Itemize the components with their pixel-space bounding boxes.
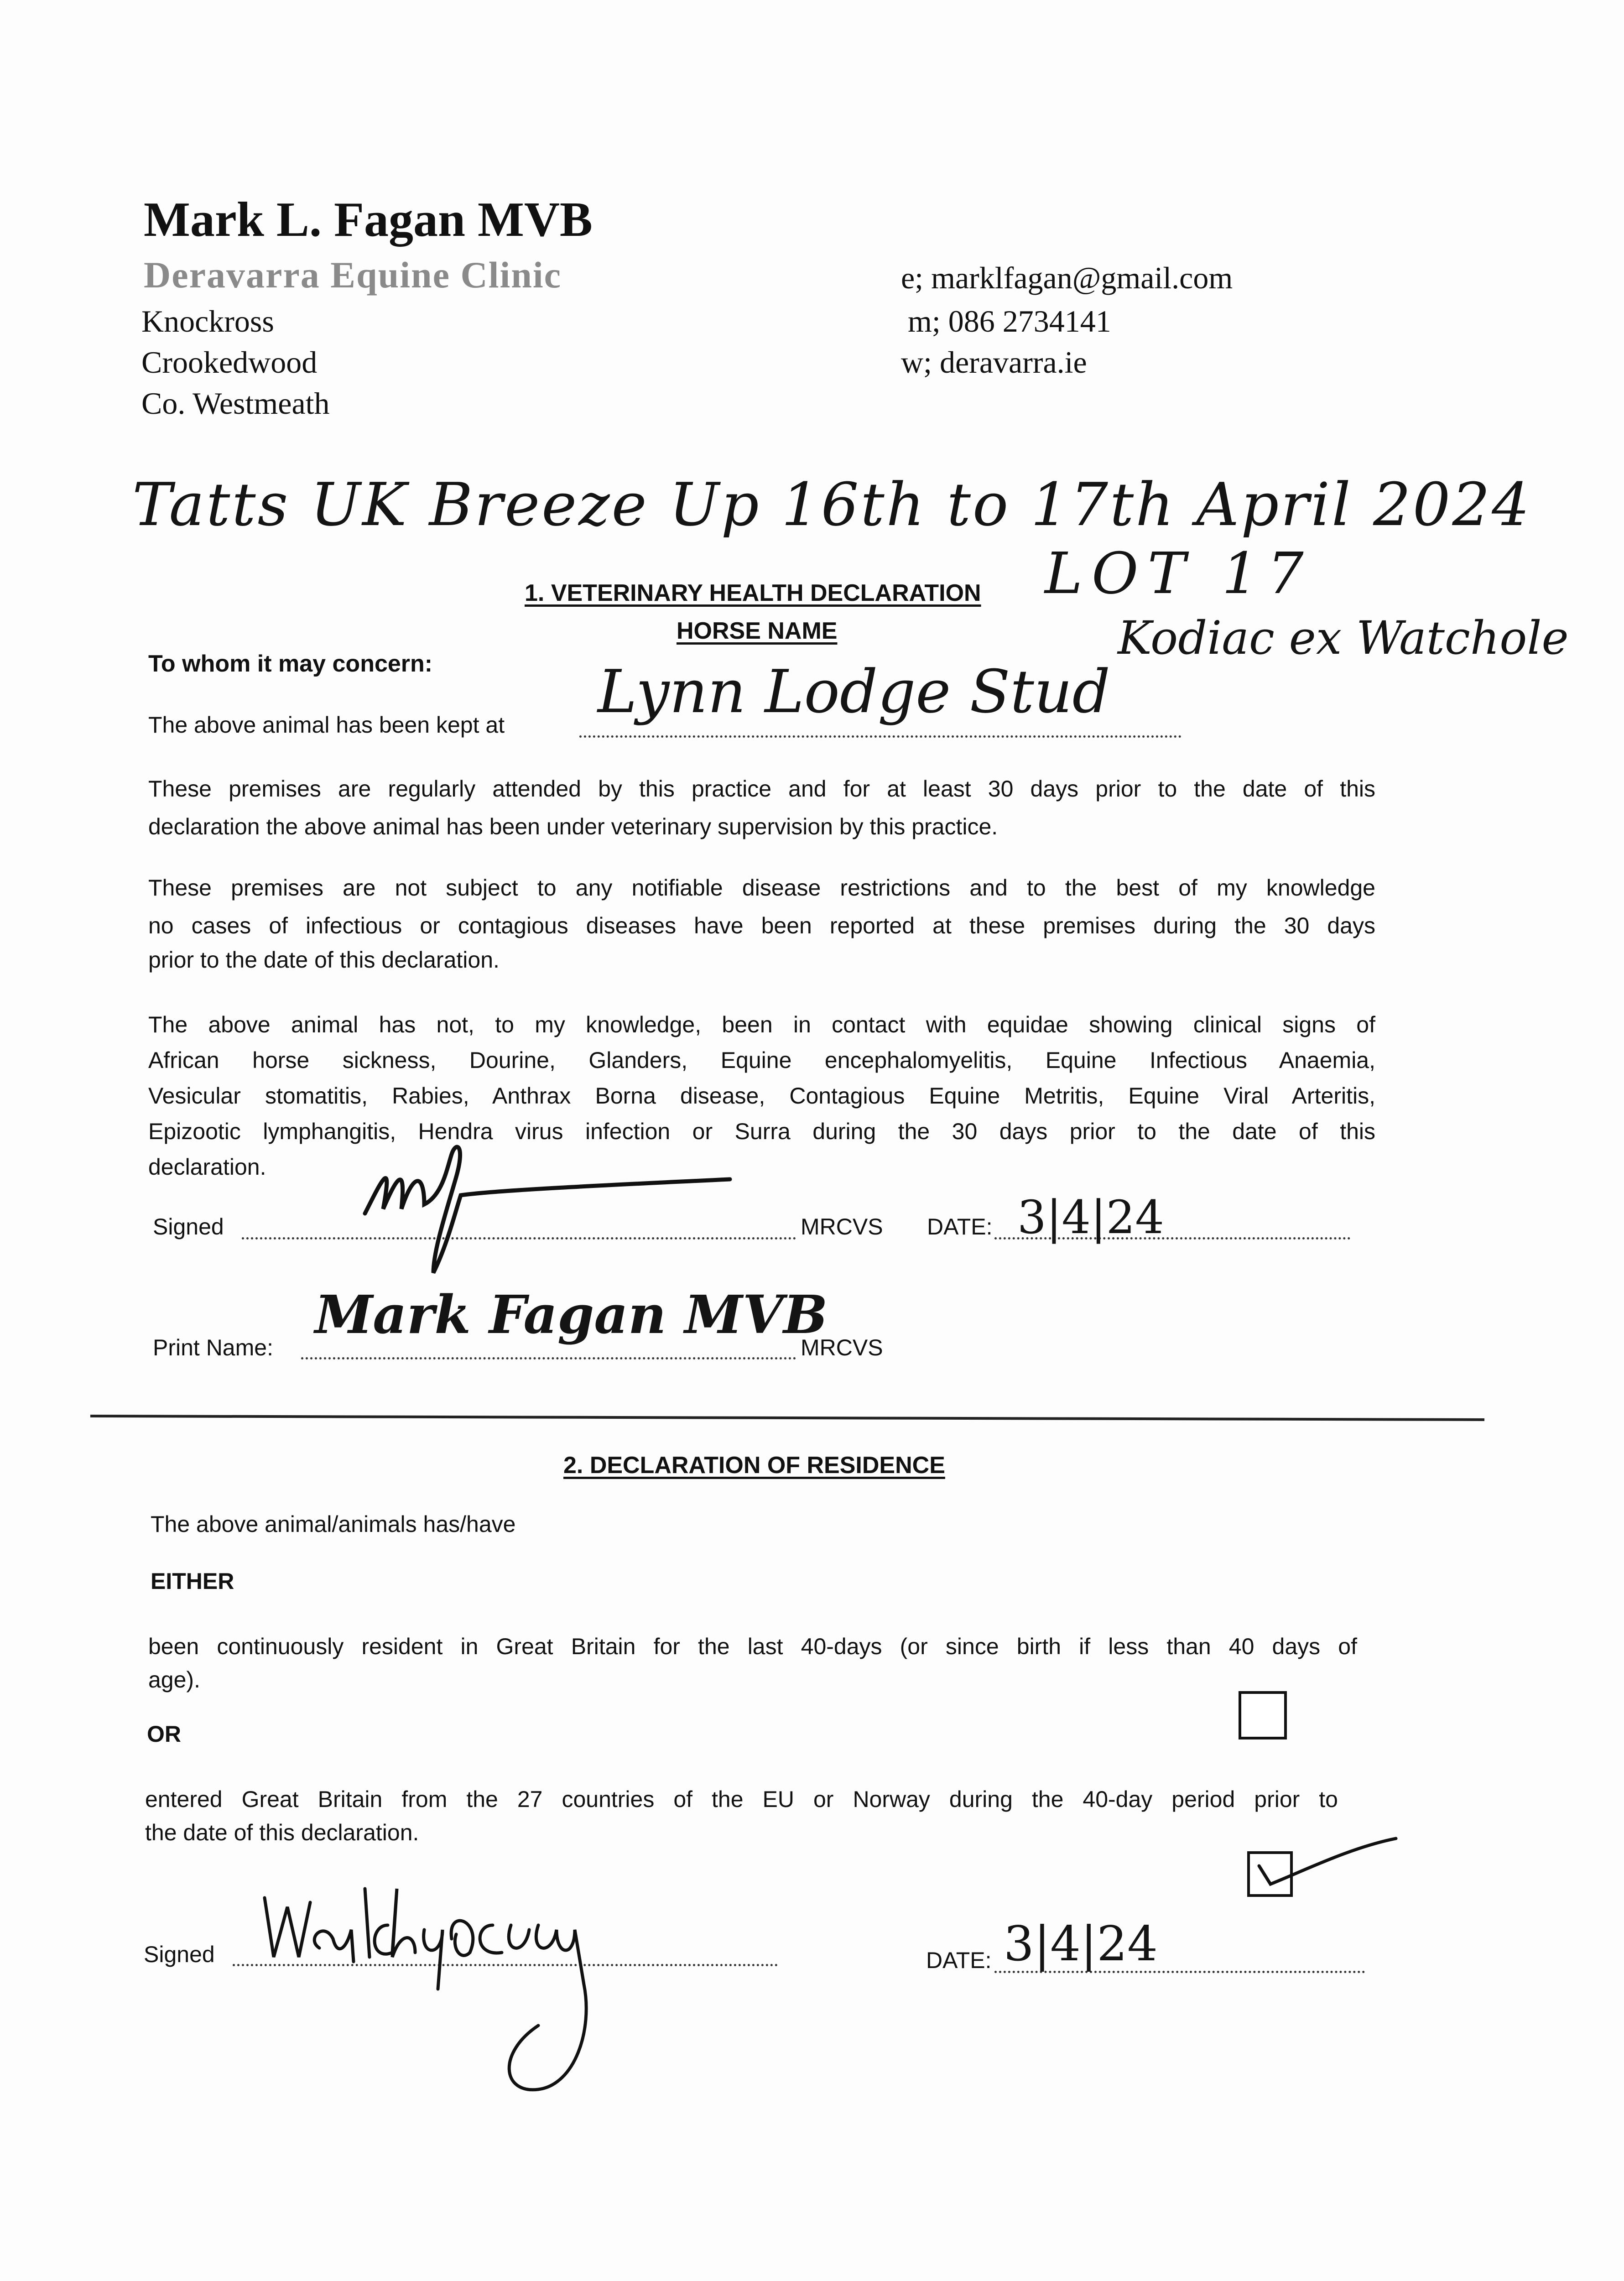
salutation: To whom it may concern:	[148, 651, 433, 677]
handwritten-premises: Lynn Lodge Stud	[598, 657, 1110, 726]
date-label: DATE:	[926, 1948, 992, 1973]
address-line: Co. Westmeath	[141, 386, 330, 421]
option1-line: age).	[148, 1667, 200, 1693]
or-label: OR	[147, 1721, 181, 1747]
owner-signature	[255, 1880, 666, 2099]
paragraph-line: no cases of infectious or contagious diseases have been reported at these premises during the 30 days	[148, 913, 1375, 938]
contact-email: e; marklfagan@gmail.com	[901, 260, 1233, 295]
section-divider	[90, 1415, 1484, 1421]
handwritten-print-name: Mark Fagan MVB	[315, 1284, 828, 1346]
option2-line: entered Great Britain from the 27 countries of the EU or Norway during the 40-day period prior to	[145, 1786, 1338, 1812]
contact-web: w; deravarra.ie	[901, 345, 1087, 380]
mrcvs-label: MRCVS	[801, 1335, 883, 1360]
mrcvs-label: MRCVS	[801, 1214, 883, 1239]
section2-heading: 2. DECLARATION OF RESIDENCE	[563, 1452, 945, 1479]
paragraph-line: Vesicular stomatitis, Rabies, Anthrax Borna disease, Contagious Equine Metritis, Equine Viral Arteritis,	[148, 1083, 1375, 1109]
option1-line: been continuously resident in Great Britain for the last 40-days (or since birth if less than 40 days of	[148, 1634, 1357, 1659]
address-line: Knockross	[141, 304, 274, 339]
kept-at-label: The above animal has been kept at	[148, 712, 505, 738]
contact-mobile: m; 086 2734141	[908, 304, 1111, 339]
checkmark-icon	[1250, 1834, 1400, 1893]
handwritten-sale-note: Tatts UK Breeze Up 16th to 17th April 2024	[132, 470, 1531, 539]
print-name-label: Print Name:	[153, 1335, 273, 1360]
paragraph-line: The above animal has not, to my knowledge, been in contact with equidae showing clinical signs of	[148, 1012, 1375, 1037]
paragraph-line: declaration.	[148, 1154, 266, 1180]
option2-line: the date of this declaration.	[145, 1820, 419, 1845]
signed-label: Signed	[153, 1214, 224, 1239]
date-label: DATE:	[927, 1214, 993, 1239]
section1-heading: 1. VETERINARY HEALTH DECLARATION	[525, 580, 981, 606]
kept-at-field	[579, 735, 1182, 738]
vet-signature	[356, 1140, 748, 1277]
paragraph-line: Epizootic lymphangitis, Hendra virus infection or Surra during the 30 days prior to the date of this	[148, 1119, 1375, 1144]
residence-intro: The above animal/animals has/have	[151, 1511, 516, 1537]
practitioner-name: Mark L. Fagan MVB	[144, 193, 593, 247]
horse-name-heading: HORSE NAME	[677, 618, 838, 644]
paragraph-line: declaration the above animal has been under veterinary supervision by this practice.	[148, 814, 998, 839]
either-label: EITHER	[151, 1568, 234, 1594]
paragraph-line: These premises are not subject to any notifiable disease restrictions and to the best of my knowledge	[148, 875, 1375, 901]
paragraph-line: These premises are regularly attended by this practice and for at least 30 days prior to the date of this	[148, 776, 1375, 802]
paragraph-line: prior to the date of this declaration.	[148, 947, 500, 973]
signed-label: Signed	[144, 1942, 215, 1967]
paragraph-line: African horse sickness, Dourine, Glanders, Equine encephalomyelitis, Equine Infectious Anaemia,	[148, 1047, 1375, 1073]
handwritten-date: 3|4|24	[1004, 1916, 1158, 1972]
print-name-field	[301, 1357, 796, 1359]
option1-checkbox[interactable]	[1239, 1691, 1287, 1739]
handwritten-horse-name: Kodiac ex Watchole	[1118, 611, 1569, 665]
clinic-name: Deravarra Equine Clinic	[144, 254, 562, 296]
handwritten-lot: LOT 17	[1045, 541, 1313, 607]
handwritten-date: 3|4|24	[1017, 1191, 1164, 1244]
address-line: Crookedwood	[141, 345, 318, 380]
